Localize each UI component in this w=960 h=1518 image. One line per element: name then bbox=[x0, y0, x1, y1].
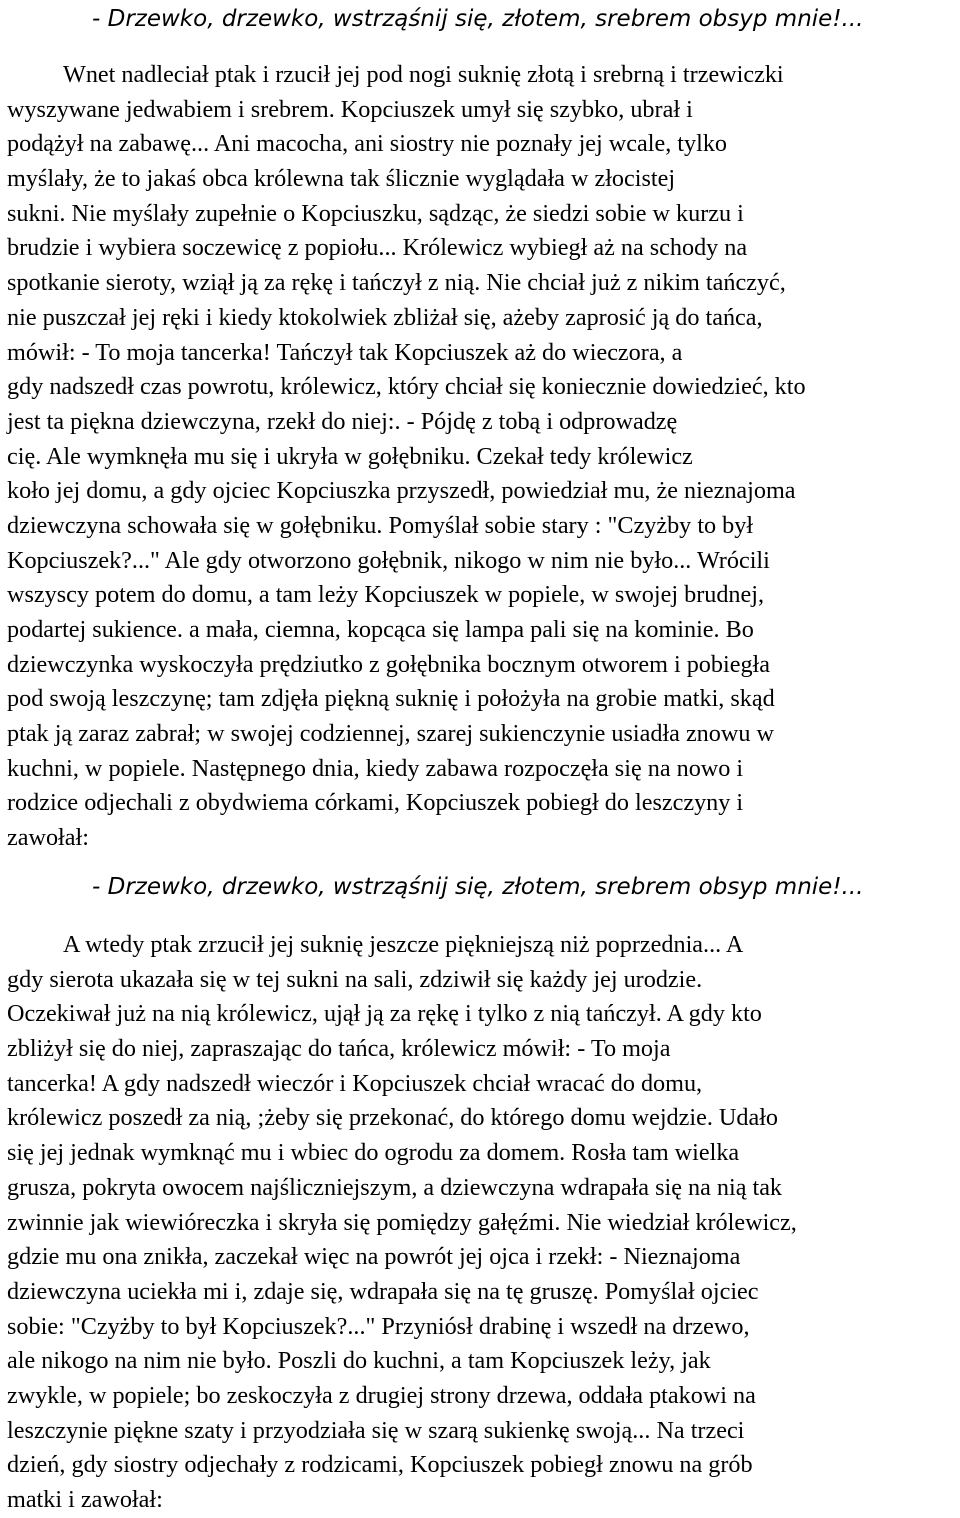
text-line: cię. Ale wymknęła mu się i ukryła w gołębniku. Czekał tedy królewicz bbox=[7, 442, 693, 470]
paragraph-1 bbox=[7, 58, 959, 856]
text-line: A wtedy ptak zrzucił jej suknię jeszcze piękniejszą niż poprzednia... A bbox=[63, 931, 744, 958]
text-line: dziewczyna uciekła mi i, zdaje się, wdrapała się na tę gruszę. Pomyślał ojciec bbox=[7, 1277, 759, 1305]
text-line: wyszywane jedwabiem i srebrem. Kopciuszek umył się szybko, ubrał i bbox=[7, 95, 693, 123]
text-line: zwykle, w popiele; bo zeskoczyła z drugiej strony drzewa, oddała ptakowi na bbox=[7, 1381, 756, 1409]
text-line: ale nikogo na nim nie było. Poszli do kuchni, a tam Kopciuszek leży, jak bbox=[7, 1347, 711, 1375]
text-line: zawołał: bbox=[7, 824, 89, 852]
text-line: Wnet nadleciał ptak i rzucił jej pod nogi suknię złotą i srebrną i trzewiczki bbox=[63, 61, 784, 88]
text-line: kuchni, w popiele. Następnego dnia, kiedy zabawa rozpoczęła się na nowo i bbox=[7, 754, 744, 782]
text-line: dziewczynka wyskoczyła prędziutko z gołębnika bocznym otworem i pobiegła bbox=[7, 650, 770, 678]
text-line: podążył na zabawę... Ani macocha, ani siostry nie poznały jej wcale, tylko bbox=[7, 130, 728, 158]
text-line: jest ta piękna dziewczyna, rzekł do niej:. - Pójdę z tobą i odprowadzę bbox=[7, 407, 678, 435]
text-line: rodzice odjechali z obydwiema córkami, Kopciuszek pobiegł do leszczyny i bbox=[7, 789, 744, 817]
text-line: nie puszczał jej ręki i kiedy ktokolwiek zbliżał się, ażeby zaprosić ją do tańca, bbox=[7, 303, 763, 331]
text-line: matki i zawołał: bbox=[7, 1486, 163, 1513]
text-line: podartej sukience. a mała, ciemna, kopcąca się lampa pali się na kominie. Bo bbox=[7, 616, 754, 643]
text-line: gdy nadszedł czas powrotu, królewicz, który chciał się koniecznie dowiedzieć, kto bbox=[7, 373, 806, 401]
text-line: gdy sierota ukazała się w tej sukni na sali, zdziwił się każdy jej urodzie. bbox=[7, 965, 703, 993]
text-line: się jej jednak wymknąć mu i wbiec do ogrodu za domem. Rosła tam wielka bbox=[7, 1139, 740, 1167]
text-line: leszczynie piękne szaty i przyodziała się w szarą sukienkę swoją... Na trzeci bbox=[7, 1416, 745, 1444]
text-line: brudzie i wybiera soczewicę z popiołu... Królewicz wybiegł aż na schody na bbox=[7, 234, 748, 262]
verse-line: - Drzewko, drzewko, wstrząśnij się, złotem, srebrem obsyp mnie!... bbox=[92, 6, 864, 32]
text-line: wszyscy potem do domu, a tam leży Kopciuszek w popiele, w swojej brudnej, bbox=[7, 581, 765, 609]
text-line: sukni. Nie myślały zupełnie o Kopciuszku, sądząc, że siedzi sobie w kurzu i bbox=[7, 199, 744, 227]
text-line: myślały, że to jakaś obca królewna tak ślicznie wyglądała w złocistej bbox=[7, 165, 676, 193]
text-line: pod swoją leszczynę; tam zdjęła piękną suknię i położyła na grobie matki, skąd bbox=[7, 685, 775, 713]
text-line: dziewczyna schowała się w gołębniku. Pomyślał sobie stary : "Czyżby to był bbox=[7, 511, 754, 539]
text-line: Kopciuszek?..." Ale gdy otworzono gołębnik, nikogo w nim nie było... Wrócili bbox=[7, 546, 770, 574]
text-line: Oczekiwał już na nią królewicz, ujął ją za rękę i tylko z nią tańczył. A gdy kto bbox=[7, 1000, 762, 1028]
text-line: zbliżył się do niej, zapraszając do tańca, królewicz mówił: - To moja bbox=[7, 1035, 671, 1063]
text-line: tancerka! A gdy nadszedł wieczór i Kopciuszek chciał wracać do domu, bbox=[7, 1069, 703, 1097]
paragraph-2 bbox=[7, 928, 959, 1518]
text-line: gdzie mu ona znikła, zaczekał więc na powrót jej ojca i rzekł: - Nieznajoma bbox=[7, 1243, 741, 1271]
text-line: mówił: - To moja tancerka! Tańczył tak Kopciuszek aż do wieczora, a bbox=[7, 338, 683, 366]
text-line: sobie: "Czyżby to był Kopciuszek?..." Przyniósł drabinę i wszedł na drzewo, bbox=[7, 1312, 750, 1340]
text-line: spotkanie sieroty, wziął ją za rękę i tańczył z nią. Nie chciał już z nikim tańczyć, bbox=[7, 269, 786, 297]
verse-line: - Drzewko, drzewko, wstrząśnij się, złotem, srebrem obsyp mnie!... bbox=[92, 874, 864, 900]
text-line: dzień, gdy siostry odjechały z rodzicami, Kopciuszek pobiegł znowu na grób bbox=[7, 1451, 753, 1479]
text-line: ptak ją zaraz zabrał; w swojej codziennej, szarej sukienczynie usiadła znowu w bbox=[7, 720, 774, 748]
text-line: grusza, pokryta owocem najśliczniejszym, a dziewczyna wdrapała się na nią tak bbox=[7, 1173, 783, 1201]
text-line: koło jej domu, a gdy ojciec Kopciuszka przyszedł, powiedział mu, że nieznajoma bbox=[7, 477, 796, 505]
text-line: królewicz poszedł za nią, ;żeby się przekonać, do którego domu wejdzie. Udało bbox=[7, 1104, 779, 1132]
text-line: zwinnie jak wiewióreczka i skryła się pomiędzy gałęźmi. Nie wiedział królewicz, bbox=[7, 1208, 797, 1236]
